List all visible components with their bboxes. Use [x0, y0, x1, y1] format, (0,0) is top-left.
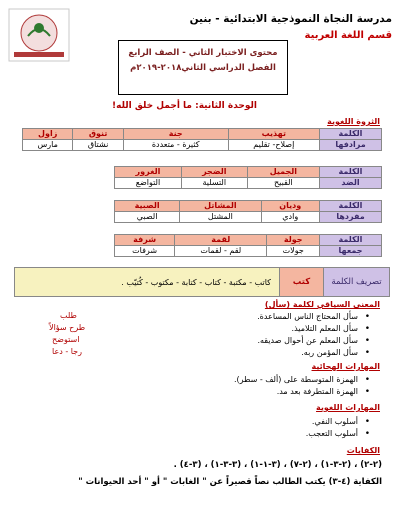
value-cell: شرفات	[115, 246, 175, 257]
exam-semester: الفصل الدراسي الثاني٢٠١٨-٢٠١٩م	[130, 63, 276, 73]
value-cell: التواضع	[115, 178, 182, 189]
section-linguistic: المهارات اللغوية	[316, 403, 380, 412]
value-cell: وادي	[261, 212, 319, 223]
antonyms-table	[114, 166, 382, 189]
value-cell: إصلاح- تقليم	[228, 140, 319, 151]
value-cell: المشتل	[180, 212, 261, 223]
meaning-list	[257, 311, 370, 359]
value-cell: القبيح	[247, 178, 319, 189]
word-cell: تنوق	[73, 129, 123, 140]
word-cell: الجميل	[247, 167, 319, 178]
conjugation-word: كتب	[279, 268, 323, 296]
label-antonym: الضد	[320, 178, 382, 189]
list-item: • الهمزة المتطرفة بعد مد.	[234, 386, 370, 398]
list-item: • الهمزة المتوسطة على (ألف - سطر).	[234, 374, 370, 386]
value-cell: كثيرة - متعددة	[123, 140, 228, 151]
conjugation-forms: كاتب - مكتبة - كتاب - كتابة - مكتوب - كُتيّب .	[15, 268, 279, 296]
singulars-table	[114, 200, 382, 223]
word-cell: وديان	[261, 201, 319, 212]
label-singular: مفردها	[320, 212, 382, 223]
exam-content-box	[118, 40, 288, 95]
spelling-list	[234, 374, 370, 398]
school-logo	[8, 8, 70, 62]
word-cell: الضجر	[181, 167, 247, 178]
list-item: • سأل المعلم التلاميذ.	[257, 323, 370, 335]
exam-title: محتوى الاختبار الثاني - الصف الرابع	[128, 48, 278, 58]
value-cell: مارس	[23, 140, 73, 151]
list-item: • أسلوب النفي.	[306, 416, 370, 428]
value-cell: جولات	[267, 246, 320, 257]
word-cell: زاول	[23, 129, 73, 140]
competencies-line: (٢-٢) ، (٢-٣-١) ، (٢-٧) ، (٣-١-١) ، (٣-٣-١) ، (٣-٤) .	[173, 460, 382, 470]
answer-text: رجا - دعا	[52, 347, 82, 356]
list-item: • أسلوب التعجب.	[306, 428, 370, 440]
word-cell: المشاتل	[180, 201, 261, 212]
section-lexical: الثروة اللغوية	[327, 117, 380, 126]
list-item: • سأل المعلم عن أحوال صديقه.	[257, 335, 370, 347]
list-item: • سأل المحتاج الناس المساعدة.	[257, 311, 370, 323]
label-word: الكلمة	[320, 129, 382, 140]
conjugation-row	[14, 267, 390, 297]
answer-text: طرح سؤالاً	[49, 323, 86, 332]
plurals-table	[114, 234, 382, 257]
word-cell: جنة	[123, 129, 228, 140]
school-name: مدرسة النجاة النموذجية الابتدائية - بنين	[189, 13, 392, 25]
section-meaning: المعنى السياقي لكلمة (سأل)	[264, 300, 380, 309]
word-cell: تهذيب	[228, 129, 319, 140]
value-cell: الصبي	[115, 212, 180, 223]
answer-text: طلب	[60, 311, 77, 320]
value-cell: نشتاق	[73, 140, 123, 151]
value-cell: لقم - لقمات	[175, 246, 267, 257]
word-cell: الصبية	[115, 201, 180, 212]
label-word: الكلمة	[320, 235, 382, 246]
competencies-writing: الكفاية (٤-٣) يكتب الطالب نصاً قصيراً عن " الغابات " أو " أحد الحيوانات "	[78, 477, 382, 487]
list-item: • سأل المؤمن ربه.	[257, 347, 370, 359]
word-cell: لقمة	[175, 235, 267, 246]
linguistic-list	[306, 416, 370, 440]
word-cell: الغرور	[115, 167, 182, 178]
word-cell: جولة	[267, 235, 320, 246]
label-word: الكلمة	[320, 167, 382, 178]
unit-title: الوحدة الثانية: ما أجمل خلق الله!	[112, 101, 257, 111]
label-word: الكلمة	[320, 201, 382, 212]
section-spelling: المهارات الهجائية	[311, 362, 380, 371]
synonyms-table	[22, 128, 382, 151]
label-plural: جمعها	[320, 246, 382, 257]
answer-text: استوضح	[52, 335, 80, 344]
value-cell: التسلية	[181, 178, 247, 189]
label-synonym: مرادفها	[320, 140, 382, 151]
word-cell: شرفة	[115, 235, 175, 246]
section-competencies: الكفايات	[346, 446, 380, 455]
conjugation-label: تصريف الكلمة	[323, 268, 389, 296]
department-name: قسم اللغة العربية	[304, 30, 392, 41]
